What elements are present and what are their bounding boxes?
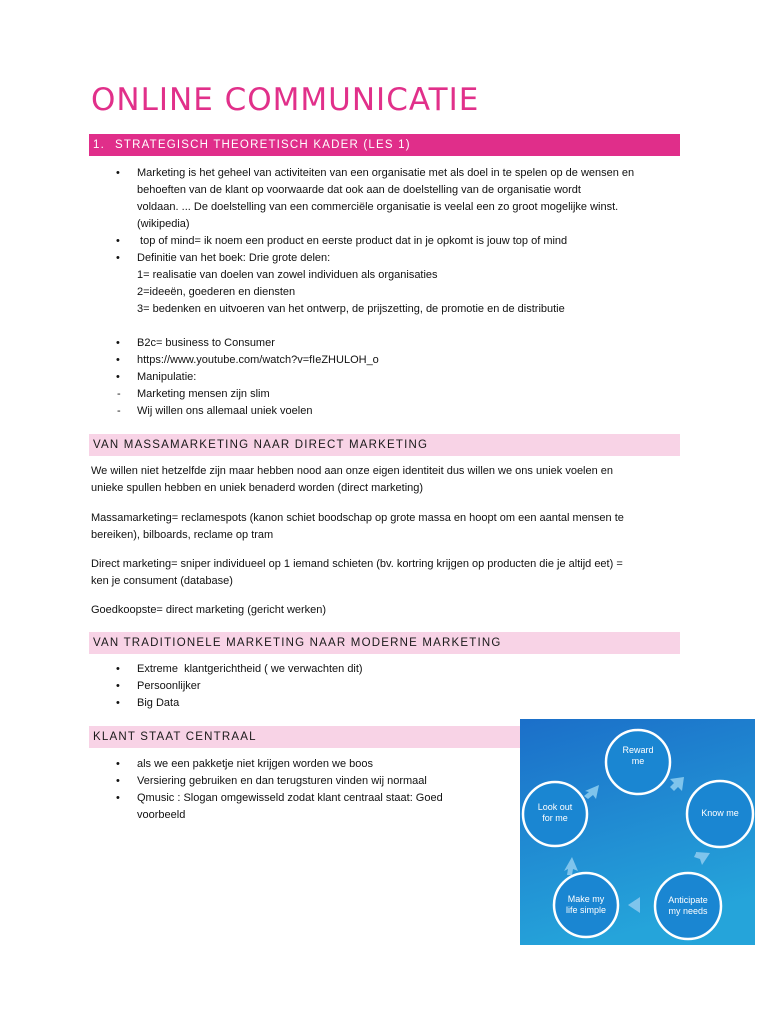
paragraph-line: bereiken), bilboards, reclame op tram — [91, 529, 274, 541]
list-item — [114, 165, 684, 233]
list-item-link[interactable] — [114, 352, 684, 369]
list-line: • Marketing is het geheel van activiteiten van een organisatie met als doel in te spelen op de wensen en — [137, 167, 635, 179]
list-line: • Qmusic : Slogan omgewisseld zodat klant centraal staat: Goed — [137, 792, 443, 804]
paragraph — [91, 510, 681, 544]
list-item — [114, 773, 514, 790]
paragraph — [91, 556, 681, 590]
list-item-dash — [114, 386, 684, 403]
paragraph-line: ken je consument (database) — [91, 575, 233, 587]
list-line: als we een pakketje niet krijgen worden we boos — [137, 758, 374, 770]
list-item — [114, 369, 684, 386]
section-number: 1. — [93, 139, 105, 151]
paragraph-line: Goedkoopste= direct marketing (gericht werken) — [91, 604, 327, 616]
list-line: Versiering gebruiken en dan terugsturen vinden wij normaal — [137, 775, 427, 787]
paragraph-line: Massamarketing= reclamespots (kanon schiet boodschap op grote massa en hoopt om een aantal mensen te — [91, 512, 624, 524]
section1-list — [114, 165, 684, 420]
list-line: voorbeeld — [137, 809, 186, 821]
list-item — [114, 335, 684, 352]
paragraph-line: Direct marketing= sniper individueel op 1 iemand schieten (bv. kortring krijgen op producten die je altijd eet) = — [91, 558, 623, 570]
list-line: Big Data — [137, 697, 180, 709]
section4-list — [114, 756, 514, 824]
list-line: behoeften van de klant op voorwaarde dat ook aan de doelstelling van de organisatie wordt — [137, 184, 581, 196]
paragraph-line: unieke spullen hebben en uniek benaderd worden (direct marketing) — [91, 482, 424, 494]
youtube-link[interactable]: https://www.youtube.com/watch?v=fIeZHULOH_o — [137, 354, 379, 366]
list-line: (wikipedia) — [137, 218, 190, 230]
list-item-dash — [114, 403, 684, 420]
list-line: • Definitie van het boek: Drie grote delen: — [137, 252, 331, 264]
page-title: ONLINE COMMUNICATIE — [91, 82, 480, 118]
section3-list — [114, 661, 674, 712]
label-know: Know me — [701, 808, 739, 818]
label-anticipate-2: my needs — [668, 906, 708, 916]
list-item — [114, 661, 674, 678]
list-line: 2=ideeën, goederen en diensten — [137, 286, 296, 298]
paragraph — [91, 463, 681, 497]
list-item — [114, 756, 514, 773]
paragraph-line: We willen niet hetzelfde zijn maar hebben nood aan onze eigen identiteit dus willen we ons uniek voelen en — [91, 465, 614, 477]
label-simple-1: Make my — [567, 894, 605, 904]
list-item — [114, 695, 674, 712]
list-line: Extreme klantgerichtheid ( we verwachten dit) — [137, 663, 363, 675]
list-line: Manipulatie: — [137, 371, 197, 383]
list-line: B2c= business to Consumer — [137, 337, 275, 349]
label-simple-2: life simple — [565, 905, 607, 915]
label-lookout-2: for me — [542, 813, 568, 823]
label-reward-1: Reward — [622, 745, 654, 755]
section-heading-klant: KLANT STAAT CENTRAAL — [89, 726, 680, 748]
customer-cycle-diagram — [520, 719, 755, 945]
list-line: Persoonlijker — [137, 680, 201, 692]
list-item — [114, 790, 514, 824]
label-lookout-1: Look out — [537, 802, 573, 812]
section-heading-text: STRATEGISCH THEORETISCH KADER (LES 1) — [115, 139, 411, 151]
list-item — [114, 678, 674, 695]
list-line: 1= realisatie van doelen van zowel individuen als organisaties — [137, 269, 438, 281]
list-item — [114, 250, 684, 335]
label-anticipate-1: Anticipate — [668, 895, 708, 905]
section-heading-traditionele: VAN TRADITIONELE MARKETING NAAR MODERNE MARKETING — [89, 632, 680, 654]
section-heading-massamarketing: VAN MASSAMARKETING NAAR DIRECT MARKETING — [89, 434, 680, 456]
list-line: Marketing mensen zijn slim — [137, 388, 270, 400]
list-line: Wij willen ons allemaal uniek voelen — [137, 405, 313, 417]
list-line: top of mind= ik noem een product en eerste product dat in je opkomt is jouw top of mind — [137, 235, 568, 247]
label-reward-2: me — [631, 756, 645, 766]
list-item — [114, 233, 684, 250]
list-line: voldaan. ... De doelstelling van een commerciële organisatie is veelal een zo groot mogelijke winst. — [137, 201, 619, 213]
paragraph — [91, 602, 681, 619]
section-heading-strategisch — [89, 134, 680, 156]
list-line: 3= bedenken en uitvoeren van het ontwerp, de prijszetting, de promotie en de distributie — [137, 303, 565, 315]
